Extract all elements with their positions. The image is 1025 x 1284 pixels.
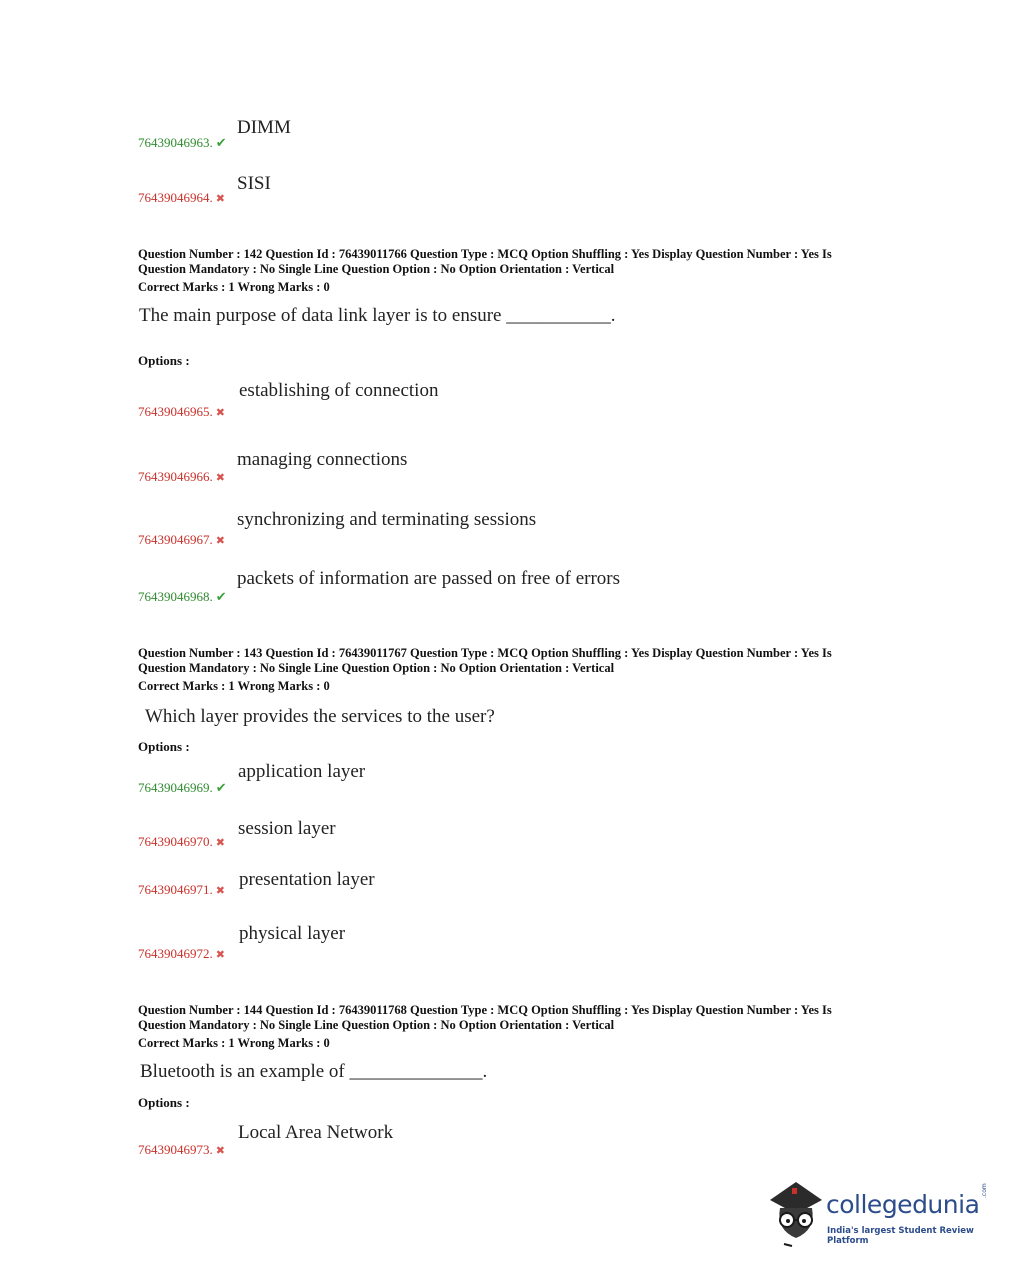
wrong-cross-icon: ✖ bbox=[215, 1145, 225, 1157]
option-text: presentation layer bbox=[239, 869, 375, 890]
option-id: 76439046968. bbox=[138, 589, 213, 604]
option-text: application layer bbox=[238, 761, 366, 782]
option-text: SISI bbox=[237, 173, 271, 194]
meta-line-2: Question Mandatory : No Single Line Question Option : No Option Orientation : Vertical bbox=[138, 262, 615, 276]
option-text: session layer bbox=[238, 818, 336, 839]
wrong-cross-icon: ✖ bbox=[215, 472, 225, 484]
option-id-row bbox=[138, 531, 225, 549]
marks-line: Correct Marks : 1 Wrong Marks : 0 bbox=[138, 280, 330, 294]
option-id-row bbox=[138, 588, 227, 606]
options-label: Options : bbox=[138, 739, 190, 754]
option-id: 76439046972. bbox=[138, 946, 213, 961]
question-meta bbox=[138, 646, 832, 694]
question-text: Which layer provides the services to the user? bbox=[145, 706, 495, 727]
logo-suffix: .com bbox=[981, 1183, 988, 1198]
option-id: 76439046971. bbox=[138, 882, 213, 897]
option-id-row bbox=[138, 468, 225, 486]
correct-check-icon: ✔ bbox=[215, 589, 227, 604]
collegedunia-logo bbox=[766, 1178, 996, 1250]
option-id-row bbox=[138, 1141, 225, 1159]
wrong-cross-icon: ✖ bbox=[215, 885, 225, 897]
option-text: packets of information are passed on free of errors bbox=[237, 568, 621, 589]
option-id-row bbox=[138, 945, 225, 963]
option-id-row bbox=[138, 134, 227, 152]
option-text: Local Area Network bbox=[238, 1122, 394, 1143]
logo-wordmark: collegedunia bbox=[826, 1190, 980, 1219]
option-text: physical layer bbox=[239, 923, 346, 944]
logo-tagline: India's largest Student Review Platform bbox=[827, 1226, 974, 1246]
meta-line-1: Question Number : 143 Question Id : 76439011767 Question Type : MCQ Option Shuffling : Yes Display Question Number : Yes Is bbox=[138, 646, 832, 660]
option-text: DIMM bbox=[237, 117, 291, 138]
wrong-cross-icon: ✖ bbox=[215, 949, 225, 961]
option-id-row bbox=[138, 881, 225, 899]
option-id-row bbox=[138, 833, 225, 851]
meta-line-2: Question Mandatory : No Single Line Question Option : No Option Orientation : Vertical bbox=[138, 661, 615, 675]
question-text: The main purpose of data link layer is to ensure ___________. bbox=[139, 305, 616, 326]
question-meta bbox=[138, 247, 832, 295]
option-id: 76439046966. bbox=[138, 469, 213, 484]
wrong-cross-icon: ✖ bbox=[215, 193, 225, 205]
wrong-cross-icon: ✖ bbox=[215, 407, 225, 419]
option-id: 76439046967. bbox=[138, 532, 213, 547]
option-text: managing connections bbox=[237, 449, 408, 470]
option-text: establishing of connection bbox=[239, 380, 439, 401]
option-id: 76439046969. bbox=[138, 780, 213, 795]
option-id-row bbox=[138, 189, 225, 207]
options-label: Options : bbox=[138, 353, 190, 368]
option-id: 76439046964. bbox=[138, 190, 213, 205]
option-text: synchronizing and terminating sessions bbox=[237, 509, 537, 530]
wrong-cross-icon: ✖ bbox=[215, 535, 225, 547]
correct-check-icon: ✔ bbox=[215, 135, 227, 150]
meta-line-1: Question Number : 144 Question Id : 76439011768 Question Type : MCQ Option Shuffling : Yes Display Question Number : Yes Is bbox=[138, 1003, 832, 1017]
option-id-row bbox=[138, 779, 227, 797]
option-id: 76439046970. bbox=[138, 834, 213, 849]
meta-line-1: Question Number : 142 Question Id : 76439011766 Question Type : MCQ Option Shuffling : Yes Display Question Number : Yes Is bbox=[138, 247, 832, 261]
wrong-cross-icon: ✖ bbox=[215, 837, 225, 849]
meta-line-2: Question Mandatory : No Single Line Question Option : No Option Orientation : Vertical bbox=[138, 1018, 615, 1032]
correct-check-icon: ✔ bbox=[215, 780, 227, 795]
option-id-row bbox=[138, 403, 225, 421]
question-meta bbox=[138, 1003, 832, 1051]
option-id: 76439046963. bbox=[138, 135, 213, 150]
option-id: 76439046965. bbox=[138, 404, 213, 419]
marks-line: Correct Marks : 1 Wrong Marks : 0 bbox=[138, 679, 330, 693]
marks-line: Correct Marks : 1 Wrong Marks : 0 bbox=[138, 1036, 330, 1050]
options-label: Options : bbox=[138, 1095, 190, 1110]
mascot-icon bbox=[766, 1178, 824, 1248]
question-text: Bluetooth is an example of ______________. bbox=[140, 1061, 488, 1082]
option-id: 76439046973. bbox=[138, 1142, 213, 1157]
